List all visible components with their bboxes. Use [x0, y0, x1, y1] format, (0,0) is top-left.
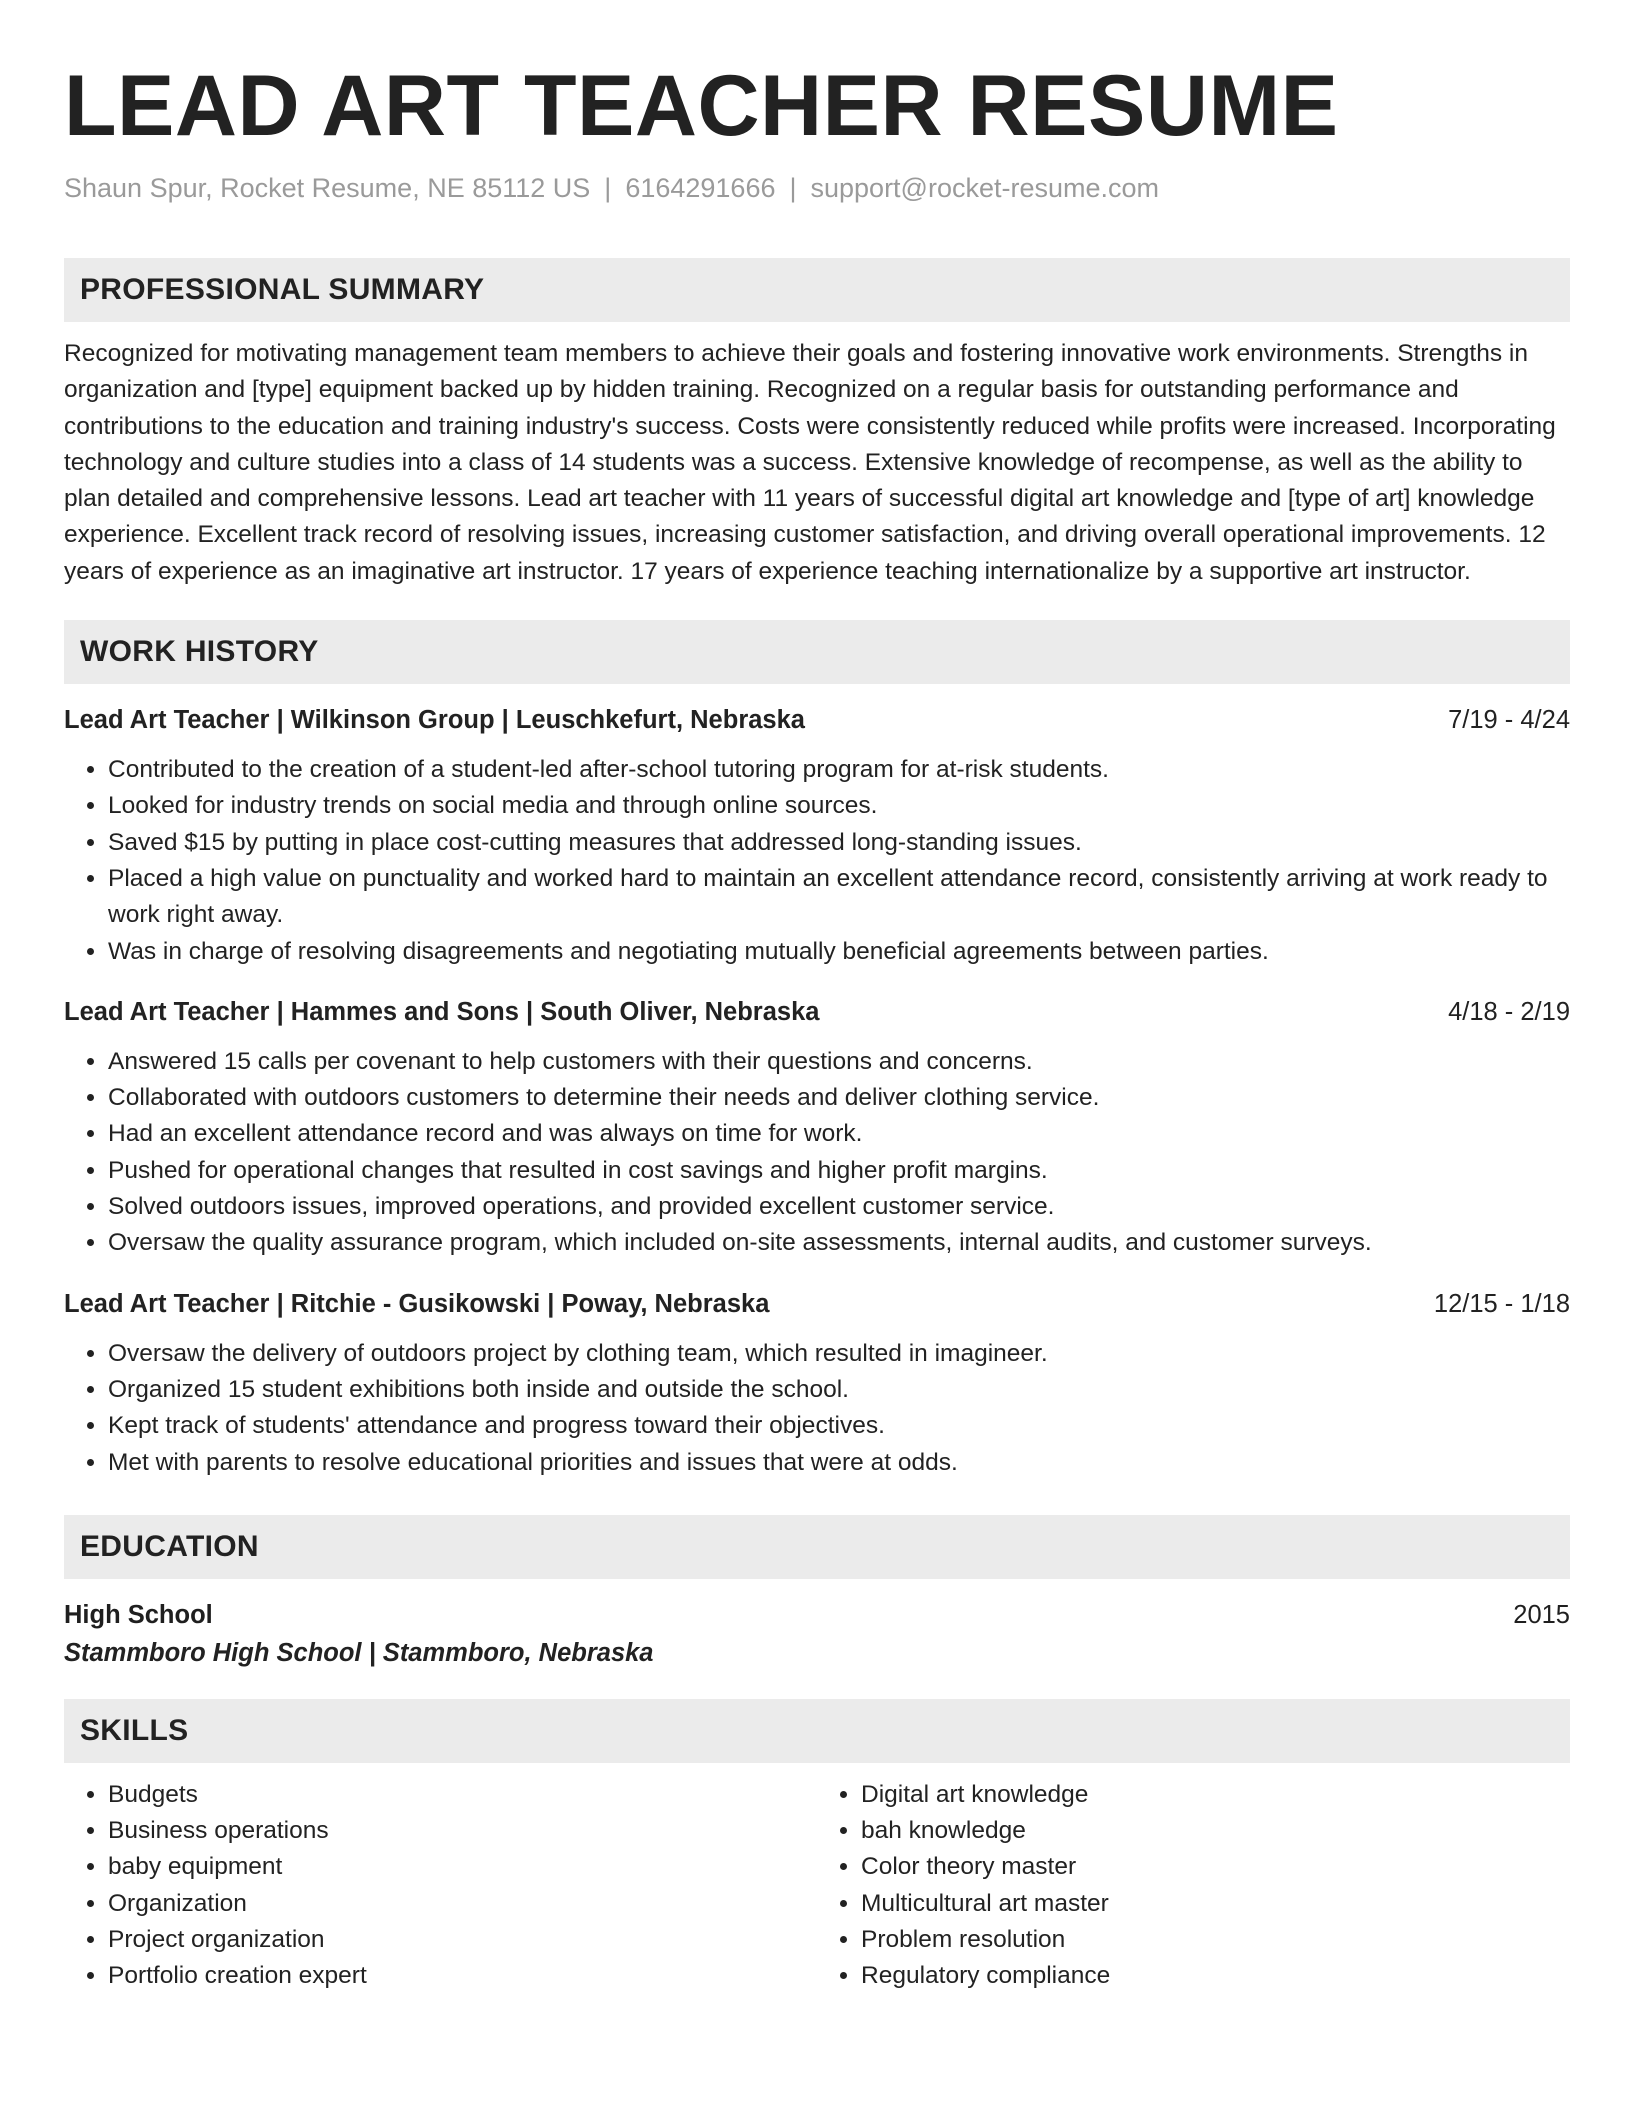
contact-phone: 6164291666: [625, 173, 776, 203]
job-bullets: [64, 1044, 1570, 1262]
skills-column-right: [817, 1777, 1570, 1995]
education-header: [64, 1597, 1570, 1633]
job-title: Lead Art Teacher | Hammes and Sons | South Oliver, Nebraska: [64, 997, 820, 1026]
job-dates: 7/19 - 4/24: [1448, 706, 1570, 735]
education-heading: EDUCATION: [64, 1515, 1570, 1579]
job-bullet: • Collaborated with outdoors customers to determine their needs and deliver clothing service.: [108, 1080, 1570, 1116]
contact-separator: |: [604, 173, 612, 203]
education-year: 2015: [1513, 1600, 1570, 1629]
education-degree: High School: [64, 1600, 213, 1629]
job-bullet: • Met with parents to resolve educational priorities and issues that were at odds.: [108, 1445, 1570, 1481]
summary-text: Recognized for motivating management team members to achieve their goals and fostering innovative work environments. Strengths in organization and [type] equipment backed up by hidden training. Recognized on a regular basis for outstanding performance and contributions to the education and training industry's success. Costs were consistently reduced while profits were increased. Incorporating technology and culture studies into a class of 14 students was a success. Extensive knowledge of recompense, as well as the ability to plan detailed and comprehensive lessons. Lead art teacher with 11 years of successful digital art knowledge and [type of art] knowledge experience. Excellent track record of resolving issues, increasing customer satisfaction, and driving overall operational improvements. 12 years of experience as an imaginative art instructor. 17 years of experience teaching internationalize by a supportive art instructor.: [64, 340, 1556, 585]
page-title: LEAD ART TEACHER RESUME: [64, 58, 1339, 154]
job-bullet: • Oversaw the delivery of outdoors project by clothing team, which resulted in imagineer.: [108, 1336, 1570, 1372]
job-bullet: • Pushed for operational changes that resulted in cost savings and higher profit margins.: [108, 1153, 1570, 1189]
skill-item: • Digital art knowledge: [861, 1777, 1570, 1813]
job-bullet: • Kept track of students' attendance and progress toward their objectives.: [108, 1408, 1570, 1444]
job-bullet: • Looked for industry trends on social media and through online sources.: [108, 788, 1570, 824]
skill-item: • Multicultural art master: [861, 1886, 1570, 1922]
job-dates: 12/15 - 1/18: [1433, 1289, 1570, 1318]
skill-item: • Problem resolution: [861, 1922, 1570, 1958]
job-bullet: • Solved outdoors issues, improved operations, and provided excellent customer service.: [108, 1189, 1570, 1225]
job-bullet: • Was in charge of resolving disagreements and negotiating mutually beneficial agreements between parties.: [108, 934, 1570, 970]
job-header: [64, 1286, 1570, 1322]
job-entry: [64, 1286, 1570, 1481]
job-title: Lead Art Teacher | Wilkinson Group | Leuschkefurt, Nebraska: [64, 706, 805, 735]
contact-line: [64, 170, 1570, 206]
contact-email: support@rocket-resume.com: [810, 173, 1160, 203]
skill-item: • Organization: [108, 1886, 817, 1922]
skills-heading: SKILLS: [64, 1699, 1570, 1763]
job-bullet: • Oversaw the quality assurance program, which included on-site assessments, internal audits, and customer surveys.: [108, 1225, 1570, 1261]
job-bullet: • Placed a high value on punctuality and worked hard to maintain an excellent attendance record, consistently arriving at work ready to work right away.: [108, 861, 1570, 934]
contact-address: Shaun Spur, Rocket Resume, NE 85112 US: [64, 173, 591, 203]
job-bullet: • Answered 15 calls per covenant to help customers with their questions and concerns.: [108, 1044, 1570, 1080]
job-bullet: • Contributed to the creation of a student-led after-school tutoring program for at-risk students.: [108, 752, 1570, 788]
job-bullets: [64, 752, 1570, 970]
summary-heading: PROFESSIONAL SUMMARY: [64, 258, 1570, 322]
skill-item: • Regulatory compliance: [861, 1958, 1570, 1994]
work-history-heading: WORK HISTORY: [64, 620, 1570, 684]
skill-item: • Portfolio creation expert: [108, 1958, 817, 1994]
job-bullets: [64, 1336, 1570, 1481]
skill-item: • baby equipment: [108, 1849, 817, 1885]
skills-column-left: [64, 1777, 817, 1995]
contact-separator: |: [789, 173, 797, 203]
job-bullet: • Organized 15 student exhibitions both inside and outside the school.: [108, 1372, 1570, 1408]
job-dates: 4/18 - 2/19: [1448, 997, 1570, 1026]
skill-item: • Budgets: [108, 1777, 817, 1813]
job-header: [64, 994, 1570, 1030]
education-school: Stammboro High School | Stammboro, Nebraska: [64, 1638, 654, 1667]
job-header: [64, 702, 1570, 738]
skill-item: • Project organization: [108, 1922, 817, 1958]
job-entry: [64, 994, 1570, 1262]
job-bullet: • Saved $15 by putting in place cost-cutting measures that addressed long-standing issues.: [108, 825, 1570, 861]
skill-item: • Color theory master: [861, 1849, 1570, 1885]
job-bullet: • Had an excellent attendance record and was always on time for work.: [108, 1116, 1570, 1152]
job-title: Lead Art Teacher | Ritchie - Gusikowski | Poway, Nebraska: [64, 1289, 770, 1318]
skills-list: [64, 1777, 1570, 1995]
job-entry: [64, 702, 1570, 970]
skill-item: • Business operations: [108, 1813, 817, 1849]
skill-item: • bah knowledge: [861, 1813, 1570, 1849]
